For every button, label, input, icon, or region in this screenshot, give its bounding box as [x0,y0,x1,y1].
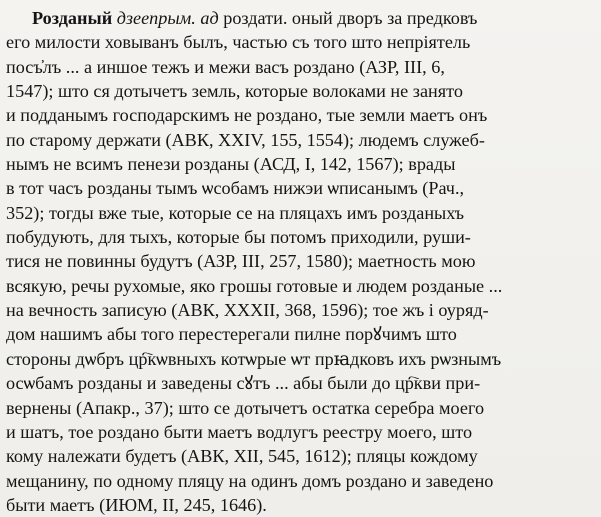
entry-line-6: по старому держати (АВК, XXIV, 155, 1554); людемъ служеб- [6,129,485,150]
entry-line-16: осѡбамъ розданы и заведены сꙋтъ ... абы были до цр҇кви при- [6,373,481,394]
entry-line-18: и шатъ, тое роздано быти маетъ водлугъ реестру моего, што [6,421,473,442]
entry-line-19: кому належати будетъ (АВК, XII, 545, 1612); пляцы кождому [6,446,478,467]
entry-line-9: 352); тогды вже тые, которые се на пляцахъ имъ розданыхъ [6,202,465,223]
entry-line-17: вернены (Апакр., 37); што се дотычетъ остатка серебра моего [6,397,485,418]
entry-line-7: нымъ не всимъ пенези розданы (АСД, I, 142, 1567); врады [6,154,456,175]
entry-line-14: дом нашимъ абы того перестерегали пилне порꙋчимъ што [6,324,457,345]
entry-line-5: и подданымъ господарскимъ не роздано, тые земли маетъ онъ [6,105,488,126]
entry-line-8: в тот часъ розданы тымъ ѡсобамъ нижэи ѡписанымъ (Рач., [6,178,465,199]
headword: Розданый [32,8,113,28]
entry-line-12: всякую, речы рухомые, яко грошы готовые и людем розданые ... [6,275,503,296]
entry-line-13: на вечность записую (АВК, XXXII, 368, 1596); тое жъ і оуряд- [6,300,489,321]
entry-line-15: стороны дѡбръ цр҇кѡвныхъ котѡрые ѡт прꙗдковъ ихъ рѡзнымъ [6,348,502,369]
entry-line-3: посъ҆лъ ... а иншое тежъ и межи васъ роздано (АЗР, III, 6, [6,56,445,77]
entry-line-1 [6,6,594,30]
entry-line-11: тися не повинны будутъ (АЗР, III, 257, 1580); маетность мою [6,251,476,272]
base-word: роздати. [223,8,288,28]
entry-line-20: мещанину, по одному пляцу на одинъ домъ роздано и заведено [6,470,494,491]
grammar-note: дзеепрым. ад [116,8,219,28]
entry-line-10: побудують, для тыхъ, которые бы потомъ приходили, руши- [6,227,471,248]
dictionary-entry [6,6,594,517]
entry-line-4: 1547); што ся дотычетъ земль, которые волоками не занято [6,81,463,102]
entry-text: оный дворъ за предковъ [291,8,478,28]
entry-line-2: его милости ховыванъ былъ, частью съ того што непріятель [6,32,471,53]
entry-line-21: быти маетъ (ИЮМ, II, 245, 1646). [6,494,267,515]
